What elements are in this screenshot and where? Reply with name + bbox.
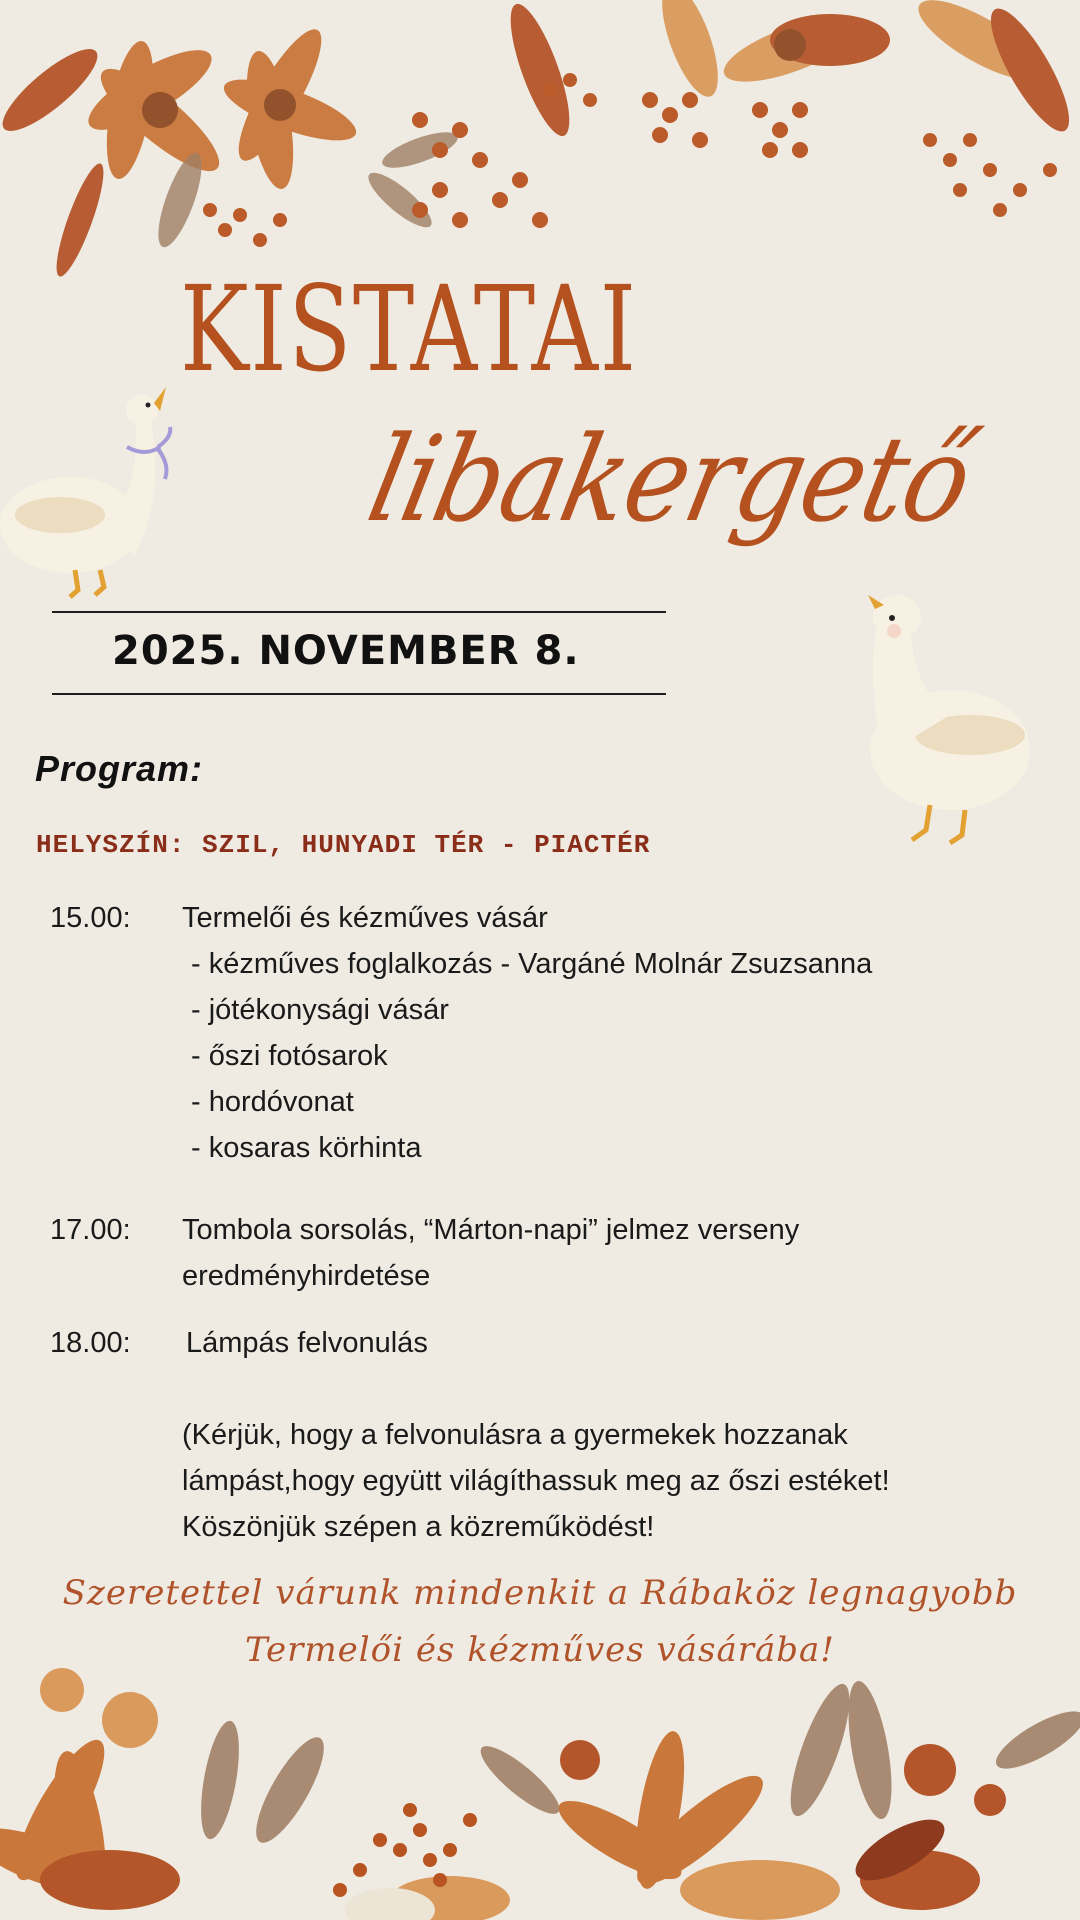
divider-bottom bbox=[52, 693, 666, 695]
goose-icon bbox=[840, 585, 1050, 855]
note-line: (Kérjük, hogy a felvonulásra a gyermekek hozzanak bbox=[182, 1419, 848, 1451]
schedule-subitem: - kézműves foglalkozás - Vargáné Molnár Zsuzsanna bbox=[191, 948, 873, 980]
location-label: HELYSZÍN: SZIL, HUNYADI TÉR - PIACTÉR bbox=[36, 830, 651, 860]
schedule-item-1700 bbox=[0, 1207, 1080, 1307]
schedule-item-1800 bbox=[0, 1320, 1080, 1370]
title-libakergeto: libakergető bbox=[357, 410, 982, 548]
schedule-time: 15.00: bbox=[50, 902, 131, 934]
schedule-subitem: - jótékonysági vásár bbox=[191, 994, 449, 1026]
bottom-floral-border-icon bbox=[0, 1660, 1080, 1920]
note-line: Köszönjük szépen a közreműködést! bbox=[182, 1511, 655, 1543]
top-floral-border-icon bbox=[0, 0, 1080, 280]
schedule-title-line: eredményhirdetése bbox=[182, 1260, 431, 1292]
schedule-subitem: - kosaras körhinta bbox=[191, 1132, 422, 1164]
closing-line: Termelői és kézműves vásárába! bbox=[245, 1630, 835, 1670]
schedule-time: 17.00: bbox=[50, 1214, 131, 1246]
schedule-title-line: Tombola sorsolás, “Márton-napi” jelmez verseny bbox=[182, 1214, 800, 1246]
schedule-title: Termelői és kézműves vásár bbox=[182, 902, 548, 934]
schedule-time: 18.00: bbox=[50, 1327, 131, 1359]
event-date: 2025. NOVEMBER 8. bbox=[112, 628, 580, 674]
goose-with-ribbon-icon bbox=[0, 375, 180, 605]
title-kistatai: KISTATAI bbox=[180, 260, 638, 398]
closing-line: Szeretettel várunk mindenkit a Rábaköz legnagyobb bbox=[62, 1573, 1018, 1613]
program-heading: Program: bbox=[35, 748, 204, 789]
schedule-title: Lámpás felvonulás bbox=[186, 1327, 428, 1359]
divider-top bbox=[52, 611, 666, 613]
schedule-item-1500 bbox=[0, 895, 1080, 1185]
schedule-subitem: - hordóvonat bbox=[191, 1086, 354, 1118]
note-line: lámpást,hogy együtt világíthassuk meg az őszi estéket! bbox=[182, 1465, 890, 1497]
schedule-subitem: - őszi fotósarok bbox=[191, 1040, 388, 1072]
